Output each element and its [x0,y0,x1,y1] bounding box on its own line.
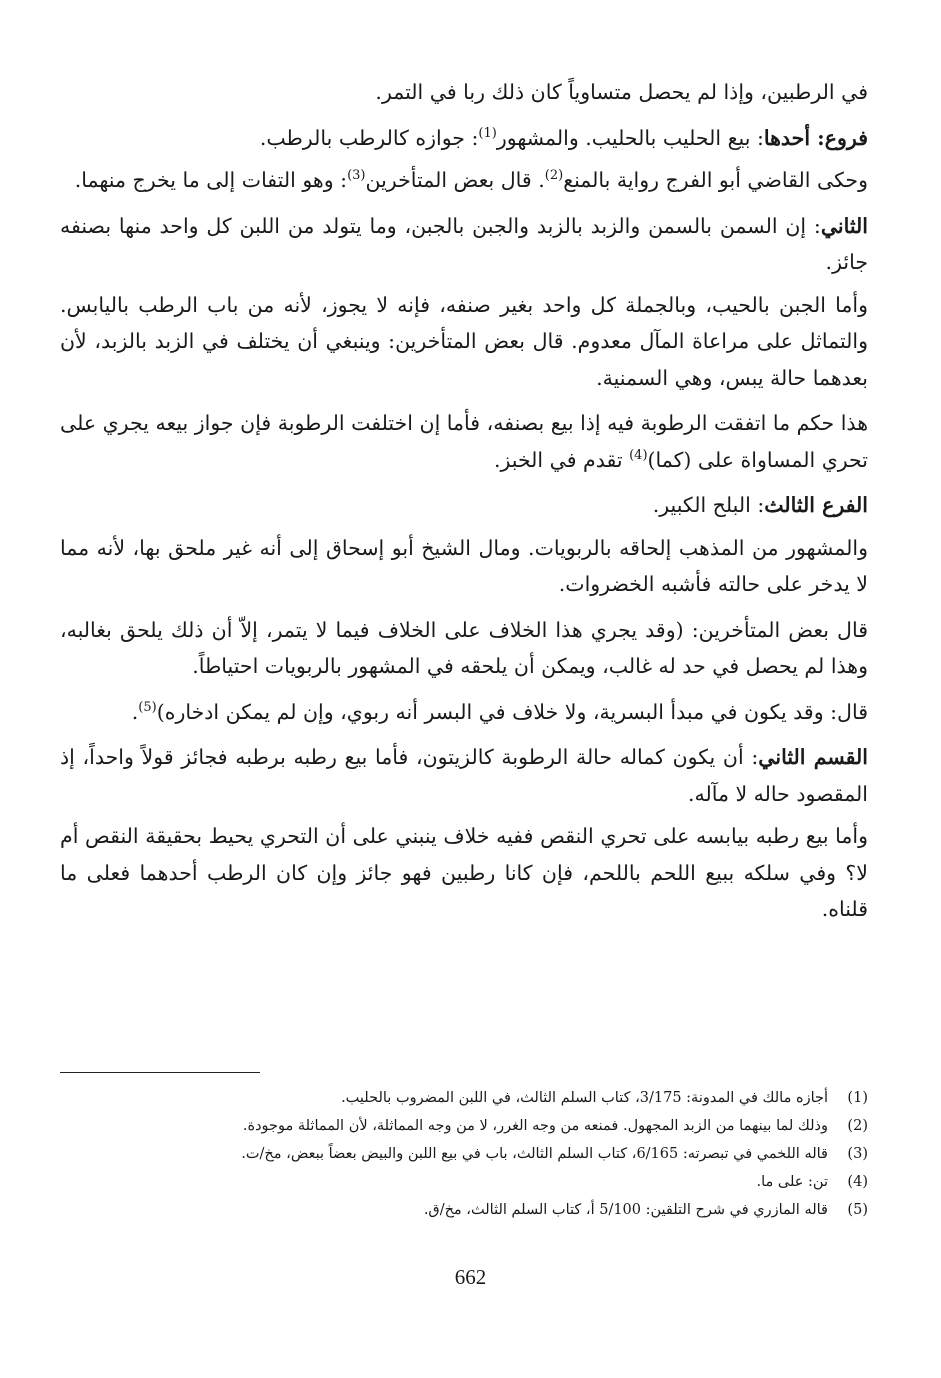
paragraph-text: : أن يكون كماله حالة الرطوبة كالزيتون، فأما بيع رطبه برطبه فجائز قولاً واحداً، إذ المقصود حاله لا مآله. [60,745,868,806]
paragraph-text: : جوازه كالرطب بالرطب. [259,125,479,150]
paragraph [60,818,868,928]
paragraph [60,487,868,524]
paragraph-text: قال بعض المتأخرين: (وقد يجري هذا الخلاف على الخلاف فيما لا يتمر، إلاّ أن ذلك يلحق بغالبه، وهذا لم يحصل في حد له غالب، ويمكن أن يلحقه في المشهور بالربويات احتياطاً. [60,617,868,678]
paragraph [60,694,868,731]
footnote [60,1196,868,1224]
page-number: 662 [454,1265,487,1289]
paragraph-text: . قال بعض المتأخرين [365,168,545,192]
section-heading: القسم الثاني [758,745,868,769]
paragraph-text: وأما بيع رطبه بيابسه على تحري النقص ففيه خلاف ينبني على أن التحري يحيط بحقيقة النقص أم لا؟ وفي سلكه ببيع اللحم باللحم، فإن كانا رطبين فهو جائز وإن كان الرطب أحدهما فعلى ما قلناه. [60,824,868,921]
paragraph-text: وأما الجبن بالحيب، وبالجملة كل واحد بغير صنفه، فإنه لا يجوز، لأنه من باب الرطب باليابس. والتماثل على مراعاة المآل معدوم. قال بعض المتأخرين: وينبغي أن يختلف في الزبد بالزبد، لأن بعدهما حالة يبس، وهي السمنية. [60,292,868,390]
paragraph [60,162,868,199]
footnote-number: (2) [847,1118,868,1134]
footnote-reference: (4) [629,447,648,463]
paragraph [60,612,868,685]
footnote-number: (4) [847,1174,868,1190]
footnote-number: (1) [847,1090,868,1106]
paragraph-text: وحكى القاضي أبو الفرج رواية بالمنع [563,168,868,192]
section-heading: الثاني [820,213,868,238]
footnote-text: قاله المازري في شرح التلقين: 5/100 أ، كتاب السلم الثالث، مخ/ق. [423,1202,828,1218]
paragraph-text: : بيع الحليب بالحليب. والمشهور [496,125,764,150]
paragraph [60,739,868,812]
paragraph [60,208,868,281]
paragraph [60,74,868,111]
paragraph-text: تقدم في الخبز. [493,447,630,472]
footnote [60,1140,868,1168]
footnote-number: (5) [847,1202,868,1218]
paragraph [60,530,868,603]
footnote-text: تن: على ما. [756,1174,828,1190]
paragraph-text: في الرطبين، وإذا لم يحصل متساوياً كان ذلك ربا في التمر. [375,80,868,104]
footnote-reference: (5) [138,699,157,715]
footnote [60,1112,868,1140]
paragraph-text: قال: وقد يكون في مبدأ البسرية، ولا خلاف في البسر أنه ربوي، وإن لم يمكن ادخاره) [156,699,868,724]
section-heading: فروع: أحدها [763,125,868,150]
footnote-number: (3) [847,1146,868,1162]
footnote-text: وذلك لما بينهما من الزبد المجهول. فمنعه من وجه الغرر، لا من وجه المماثلة، لأن المماثلة موجودة. [242,1118,828,1134]
footnote-reference: (3) [347,168,366,184]
paragraph-text: هذا حكم ما اتفقت الرطوبة فيه إذا بيع بصنفه، فأما إن اختلفت الرطوبة فإن جواز بيعه يجري على تحري المساواة على (كما) [60,411,869,472]
paragraph [60,287,868,397]
footnote-reference: (2) [544,168,564,184]
footnote [60,1168,868,1196]
paragraph [60,120,868,157]
paragraph [60,405,868,478]
footnote-reference: (1) [478,125,497,141]
paragraph-text: : البلح الكبير. [652,493,765,517]
footnote-separator [60,1072,260,1073]
paragraph-text: والمشهور من المذهب إلحاقه بالربويات. ومال الشيخ أبو إسحاق إلى أنه غير ملحق بها، لأنه مما لا يدخر على حالته فأشبه الخضروات. [60,535,868,596]
footnote-text: قاله اللخمي في تبصرته: 6/165، كتاب السلم الثالث، باب في بيع اللبن والبيض بعضاً ببعض، مخ/ت. [241,1146,828,1162]
paragraph-text: : وهو التفات إلى ما يخرج منهما. [74,168,348,192]
paragraph-text: : إن السمن بالسمن والزبد بالزبد والجبن بالجبن، وما يتولد من اللبن كل واحد منها بصنفه جائز. [60,213,868,274]
footnote [60,1084,868,1112]
footnotes [60,1084,868,1224]
footnote-text: أجازه مالك في المدونة: 3/175، كتاب السلم الثالث، في اللبن المضروب بالحليب. [341,1090,828,1106]
main-text [60,74,868,937]
section-heading: الفرع الثالث [764,493,868,517]
paragraph-text: . [131,699,139,724]
